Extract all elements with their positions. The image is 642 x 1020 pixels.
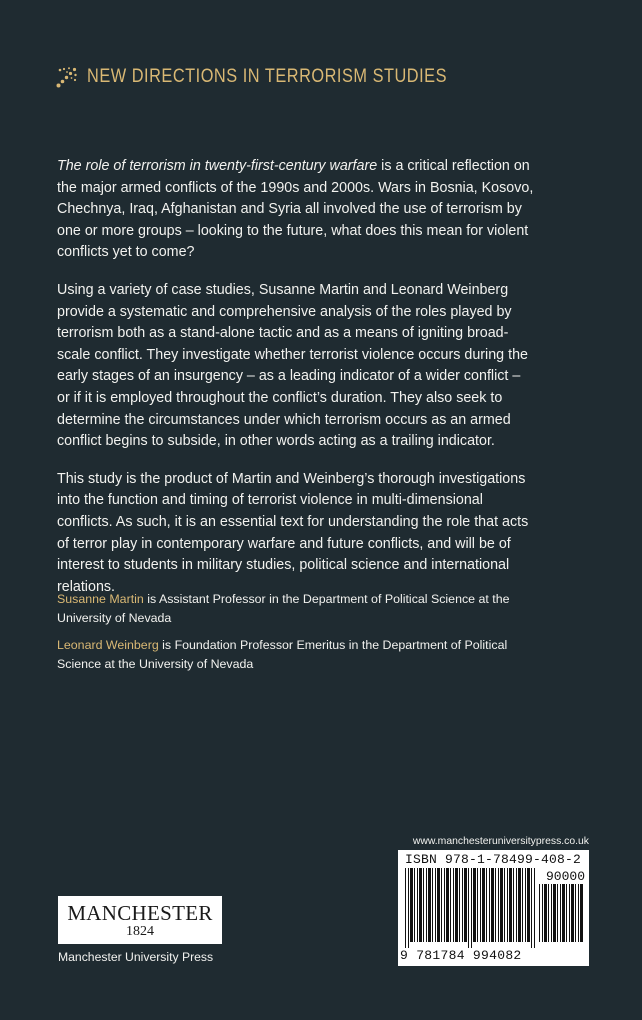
barcode-bar [551,884,552,942]
author-bio [57,590,537,627]
author-name: Susanne Martin [57,592,144,606]
barcode-bar [444,868,445,942]
barcode-bar [486,868,487,942]
barcode-bar [446,868,449,942]
barcode-bar [518,868,521,942]
isbn-label: ISBN 978-1-78499-408-2 [405,852,582,867]
isbn-barcode [398,850,589,966]
barcode-bar [419,868,422,942]
barcode-bar [562,884,565,942]
barcode-bar [557,884,558,942]
barcode-bar [495,868,496,942]
publisher-logo [58,896,222,944]
barcode-bar [435,868,436,942]
barcode-bar [531,868,532,948]
barcode-bar [553,884,556,942]
barcode-bar [471,868,472,948]
blurb-paragraph-1-text: is a critical reflection on the major armed conflicts of the 1990s and 2000s. Wars in Bosnia, Kosovo, Chechnya, Iraq, Afghanistan and Syria all involved the use of terrorism by one or more groups – looking to the future, what does this mean for violent conflicts yet to come? [57,158,534,261]
barcode-bar [539,884,540,942]
barcode-bar [450,868,451,942]
barcode-bar [534,868,535,948]
blurb-paragraph-3: This study is the product of Martin and Weinberg’s thorough investigations into the function and timing of terrorist violence in multi-dimensional conflicts. As such, it is an essential text for understanding the role that acts of terror play in contemporary warfare and future conflicts, and will be of interest to students in military studies, political science and international relations. [57,470,529,595]
cover-blurb [57,156,535,614]
series-header [56,66,506,88]
barcode-bar [453,868,454,942]
barcode-bar [578,884,579,942]
barcode-bar [525,868,526,942]
barcode-bar [405,868,406,948]
barcode-bar [432,868,433,942]
starburst-icon [56,66,78,88]
barcode-bar [414,868,415,942]
barcode-bar [455,868,458,942]
barcode-bar [513,868,514,942]
price-code-label: 90000 [545,869,585,884]
barcode-bar [498,868,499,942]
barcode-bar [542,884,543,942]
barcode-bar [571,884,574,942]
barcode-bar [569,884,570,942]
barcode-bar [500,868,503,942]
barcode-bar [522,868,523,942]
barcode-bar [575,884,576,942]
barcode-bar [462,868,463,942]
barcode-bar [516,868,517,942]
barcode-bar [428,868,431,942]
author-bio-text: is Foundation Professor Emeritus in the Department of Political Science at the University of Nevada [57,638,508,671]
logo-wordmark: MANCHESTER [67,900,213,925]
blurb-paragraph-2: Using a variety of case studies, Susanne Martin and Leonard Weinberg provide a systematic and comprehensive analysis of the roles played by terrorism both as a stand-alone tactic and as a means of igniting broad-scale conflict. They investigate whether terrorist violence occurs during the early stages of an insurgency – as a leading indicator of a wider conflict – or if it is employed throughout the conflict’s duration. They also seek to determine the circumstances under which terrorism occurs as an armed conflict begins to subside, in other words acting as a trailing indicator. [57,281,528,450]
barcode-bar [410,868,413,942]
author-bio-text: is Assistant Professor in the Department of Political Science at the University of Nevada [57,592,510,625]
addon-barcode-bars [539,884,583,948]
author-name: Leonard Weinberg [57,638,159,653]
author-bios [57,590,537,682]
author-bio [57,636,537,673]
barcode-bar [426,868,427,942]
barcode-bar [560,884,561,942]
ean-barcode-bars [405,868,535,948]
barcode-bar [504,868,505,942]
barcode-bar [417,868,418,942]
barcode-bar [491,868,494,942]
book-title: The role of terrorism in twenty-first-century warfare [57,158,378,174]
barcode-bar [423,868,424,942]
barcode-bar [468,868,469,948]
barcode-bar [480,868,481,942]
barcode-bar [580,884,583,942]
barcode-bar [509,868,512,942]
series-title: NEW DIRECTIONS IN TERRORISM STUDIES [87,66,448,87]
barcode-bar [489,868,490,942]
publisher-block [58,896,222,964]
barcode-bar [441,868,442,942]
barcode-bar [477,868,478,942]
barcode-bar [566,884,567,942]
barcode-bar [464,868,467,942]
barcode-bar [437,868,440,942]
barcode-bar [482,868,485,942]
publisher-url[interactable]: www.manchesteruniversitypress.co.uk [412,836,589,847]
barcode-bar [548,884,549,942]
barcode-bar [544,884,547,942]
blurb-paragraph-1 [57,156,535,264]
ean-number: 9 781784 994082 [400,948,522,963]
barcode-bar [507,868,508,942]
logo-year: 1824 [126,923,154,939]
barcode-bar [459,868,460,942]
publisher-name: Manchester University Press [58,950,214,964]
barcode-bar [473,868,476,942]
barcode-bar [527,868,530,942]
barcode-bar [408,868,409,948]
